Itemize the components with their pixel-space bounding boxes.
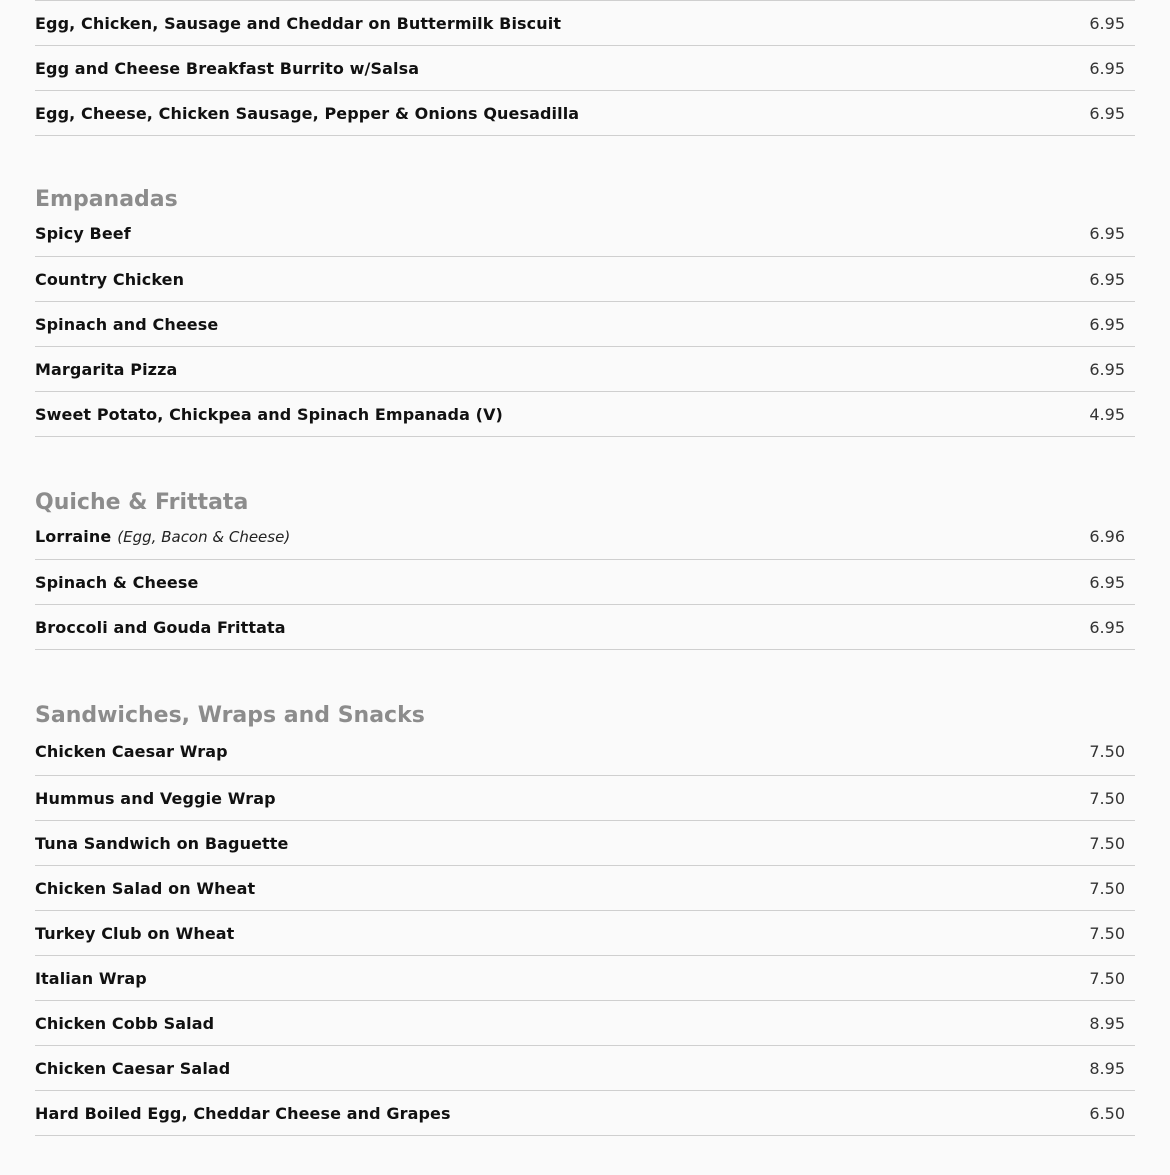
menu-item [35,732,1135,776]
item-name: Egg, Chicken, Sausage and Cheddar on Buttermilk Biscuit [35,13,562,33]
item-name: Country Chicken [35,269,185,289]
item-name: Chicken Cobb Salad [35,1013,215,1033]
item-price: 6.95 [1089,359,1125,379]
item-name: Spinach and Cheese [35,314,219,334]
item-name-group [35,527,290,547]
item-name: Spicy Beef [35,224,131,243]
item-name: Hummus and Veggie Wrap [35,788,276,808]
item-name: Egg, Cheese, Chicken Sausage, Pepper & Onions Quesadilla [35,103,580,123]
menu-item [35,956,1135,1001]
item-name: Lorraine [35,527,112,546]
item-price: 6.95 [1089,617,1125,637]
item-price: 7.50 [1089,788,1125,808]
item-price: 6.95 [1089,269,1125,289]
menu-item [35,46,1135,91]
item-price: 4.95 [1089,404,1125,424]
item-name: Egg and Cheese Breakfast Burrito w/Salsa [35,58,420,78]
item-name: Chicken Caesar Wrap [35,742,228,761]
menu-item [35,911,1135,956]
menu-item [35,91,1135,136]
section-title: Sandwiches, Wraps and Snacks [35,703,425,728]
menu-item [35,216,1135,257]
item-price: 6.95 [1089,314,1125,334]
item-name: Chicken Caesar Salad [35,1058,231,1078]
item-name: Tuna Sandwich on Baguette [35,833,289,853]
item-price: 6.95 [1089,224,1125,243]
menu-item [35,560,1135,605]
menu-item [35,1091,1135,1136]
item-name: Sweet Potato, Chickpea and Spinach Empanada (V) [35,404,503,424]
item-name: Hard Boiled Egg, Cheddar Cheese and Grapes [35,1103,451,1123]
item-price: 7.50 [1089,878,1125,898]
section-title: Quiche & Frittata [35,490,249,515]
menu-item [35,0,1135,46]
item-price: 6.95 [1089,13,1125,33]
item-name: Italian Wrap [35,968,147,988]
item-price: 7.50 [1089,833,1125,853]
section-empanadas [35,183,1135,437]
item-price: 6.95 [1089,572,1125,592]
item-price: 8.95 [1089,1013,1125,1033]
menu-item [35,347,1135,392]
menu-item [35,866,1135,911]
item-name: Broccoli and Gouda Frittata [35,617,286,637]
item-description: (Egg, Bacon & Cheese) [117,528,291,546]
section-sandwiches-wraps-snacks [35,699,1135,1136]
section-breakfast [35,0,1135,136]
menu-item [35,821,1135,866]
menu-item [35,776,1135,821]
menu-item [35,257,1135,302]
section-title: Empanadas [35,187,178,212]
menu-item [35,519,1135,560]
item-name: Chicken Salad on Wheat [35,878,256,898]
item-name: Spinach & Cheese [35,572,199,592]
section-quiche-frittata [35,486,1135,650]
item-name: Margarita Pizza [35,359,178,379]
item-price: 7.50 [1089,923,1125,943]
menu-item [35,302,1135,347]
menu-item [35,392,1135,437]
item-price: 6.96 [1089,527,1125,546]
item-price: 6.50 [1089,1103,1125,1123]
item-price: 7.50 [1089,968,1125,988]
item-price: 6.95 [1089,103,1125,123]
item-price: 6.95 [1089,58,1125,78]
item-name: Turkey Club on Wheat [35,923,235,943]
item-price: 8.95 [1089,1058,1125,1078]
menu-item [35,1046,1135,1091]
menu-item [35,1001,1135,1046]
menu-item [35,605,1135,650]
item-price: 7.50 [1089,742,1125,761]
